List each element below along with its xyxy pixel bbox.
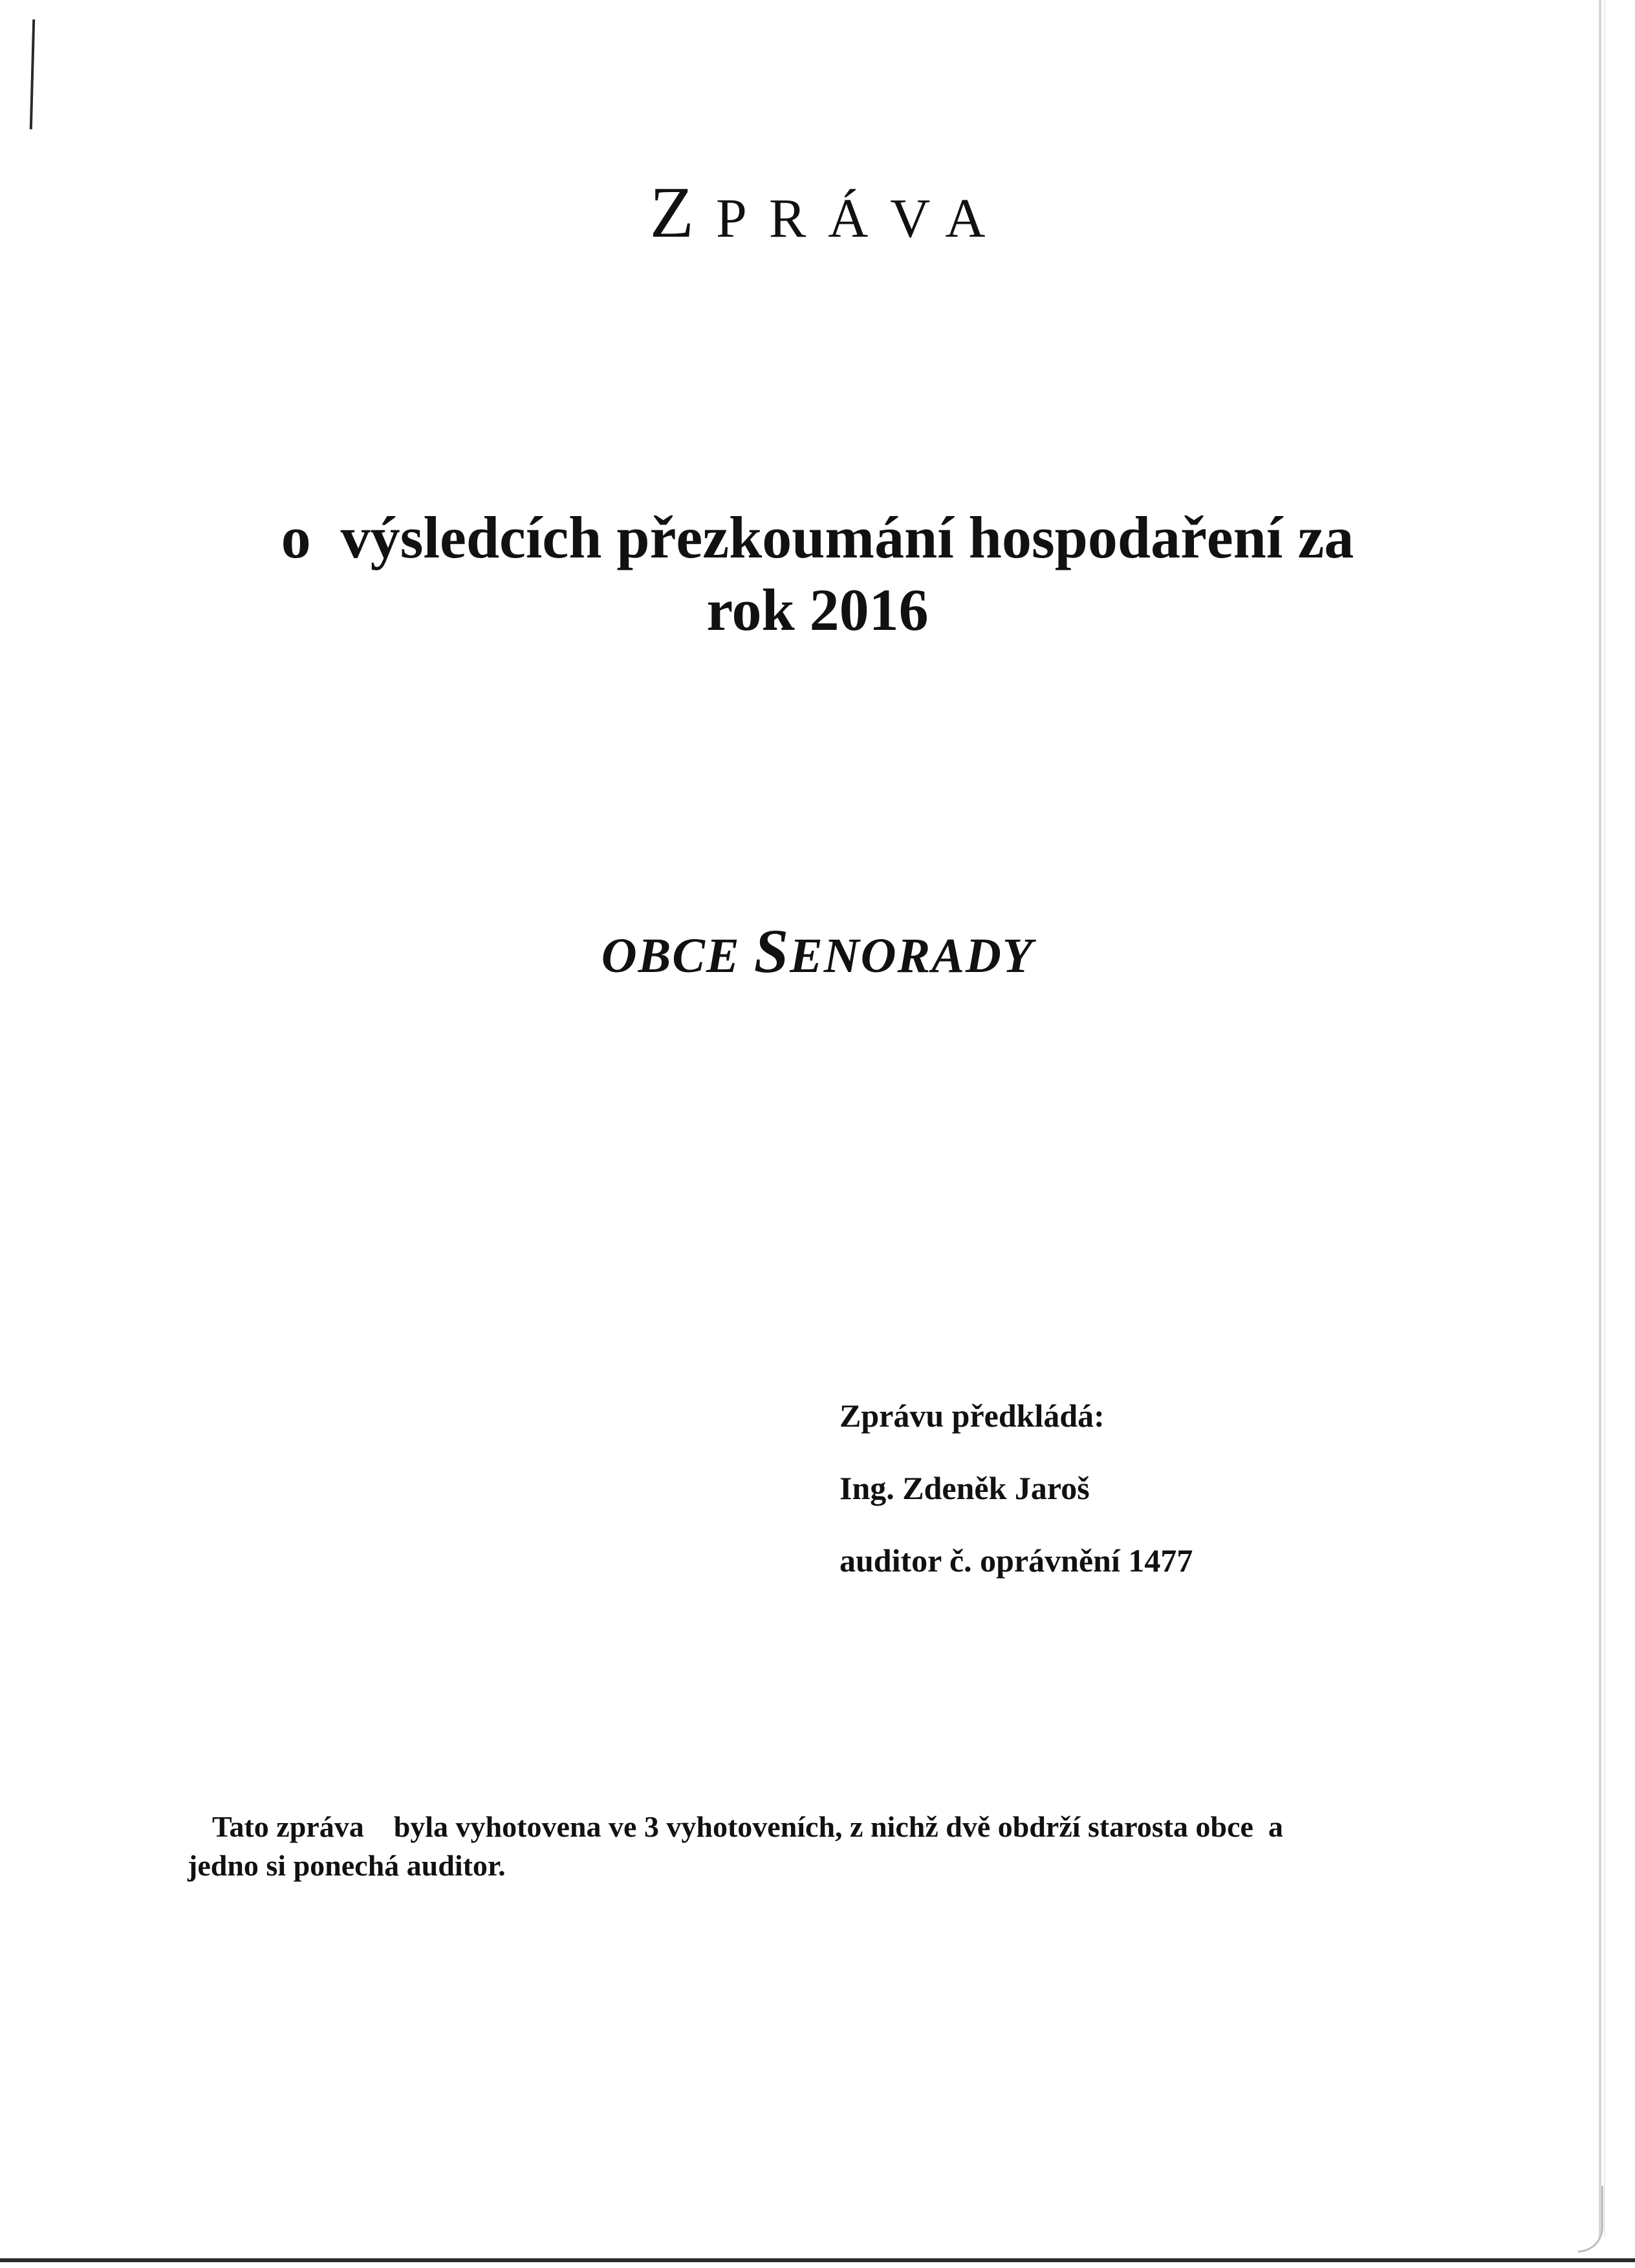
note-line-1: Tato zpráva byla vyhotovena ve 3 vyhotoveních, z nichž dvě obdrží starosta obce a bbox=[212, 1810, 1283, 1843]
page-curl bbox=[1578, 2186, 1603, 2252]
subtitle-line-2: rok 2016 bbox=[706, 577, 929, 643]
subtitle-line-1: o výsledcích přezkoumání hospodaření za bbox=[281, 504, 1354, 570]
scan-edge-bottom bbox=[0, 2258, 1635, 2262]
scan-mark bbox=[30, 19, 35, 129]
scan-edge-right bbox=[1599, 0, 1601, 2238]
scan-edge-right-inner bbox=[1604, 0, 1605, 2238]
entity-name: OBCE SENORADY bbox=[601, 916, 1034, 986]
document-title: ZPRÁVA bbox=[649, 173, 1008, 253]
presenter-heading: Zprávu předkládá: bbox=[839, 1398, 1105, 1434]
presenter-license: auditor č. oprávnění 1477 bbox=[839, 1542, 1193, 1579]
presenter-name: Ing. Zdeněk Jaroš bbox=[839, 1470, 1090, 1506]
note-line-2: jedno si ponechá auditor. bbox=[188, 1849, 506, 1882]
presenter-block bbox=[839, 1379, 1193, 1597]
document-subtitle bbox=[0, 501, 1635, 646]
copies-note bbox=[188, 1808, 1416, 1885]
